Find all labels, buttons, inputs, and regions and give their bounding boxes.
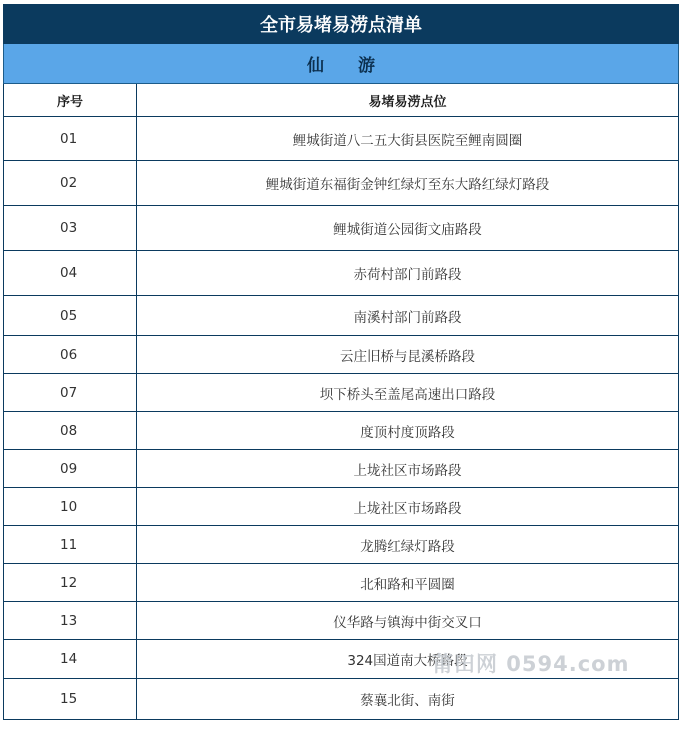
table-row xyxy=(3,679,679,720)
table-row xyxy=(3,117,679,161)
table-row xyxy=(3,640,679,679)
table-row xyxy=(3,450,679,488)
table-row xyxy=(3,564,679,602)
row-location: 龙腾红绿灯路段 xyxy=(360,538,455,555)
row-location: 度顶村度顶路段 xyxy=(360,424,455,441)
row-location: 仪华路与镇海中街交叉口 xyxy=(333,614,482,631)
row-number: 03 xyxy=(4,206,137,250)
row-number: 01 xyxy=(4,117,137,160)
row-location: 上垅社区市场路段 xyxy=(353,462,462,479)
column-header-number: 序号 xyxy=(4,84,137,116)
table-row xyxy=(3,526,679,564)
row-number: 08 xyxy=(4,412,137,449)
table-row xyxy=(3,602,679,640)
locations-table xyxy=(3,4,679,720)
table-row xyxy=(3,336,679,374)
column-header-row xyxy=(3,84,679,117)
row-number: 11 xyxy=(4,526,137,563)
row-number: 06 xyxy=(4,336,137,373)
row-location: 南溪村部门前路段 xyxy=(353,309,462,326)
row-number: 13 xyxy=(4,602,137,639)
row-location: 蔡襄北街、南街 xyxy=(360,693,455,709)
row-number: 05 xyxy=(4,296,137,335)
row-number: 10 xyxy=(4,488,137,525)
table-row xyxy=(3,296,679,336)
table-row xyxy=(3,251,679,296)
row-location: 鲤城街道八二五大街县医院至鲤南圆圈 xyxy=(292,132,523,149)
row-location: 赤荷村部门前路段 xyxy=(353,267,462,283)
row-number: 07 xyxy=(4,374,137,411)
region-header xyxy=(3,44,679,84)
table-row xyxy=(3,488,679,526)
table-row xyxy=(3,374,679,412)
table-row xyxy=(3,161,679,206)
row-number: 14 xyxy=(4,640,137,678)
row-location: 324国道南大桥路段 xyxy=(347,653,468,669)
row-number: 04 xyxy=(4,251,137,295)
region-header-text: 仙 游 xyxy=(307,56,389,76)
table-row xyxy=(3,206,679,251)
row-location: 鲤城街道公园街文庙路段 xyxy=(333,222,482,238)
table-body xyxy=(3,117,679,720)
row-number: 09 xyxy=(4,450,137,487)
row-location: 坝下桥头至盖尾高速出口路段 xyxy=(319,386,496,403)
table-title-text: 全市易堵易涝点清单 xyxy=(260,15,422,36)
watermark: 莆田网 0594.com xyxy=(432,652,630,676)
row-location: 北和路和平圆圈 xyxy=(360,576,455,593)
row-location: 云庄旧桥与昆溪桥路段 xyxy=(340,348,475,365)
table-row xyxy=(3,412,679,450)
row-location: 上垅社区市场路段 xyxy=(353,500,462,517)
row-location: 鲤城街道东福街金钟红绿灯至东大路红绿灯路段 xyxy=(265,177,550,193)
row-number: 15 xyxy=(4,679,137,719)
table-title xyxy=(3,4,679,44)
row-number: 02 xyxy=(4,161,137,205)
row-number: 12 xyxy=(4,564,137,601)
column-header-location: 易堵易涝点位 xyxy=(368,94,447,110)
